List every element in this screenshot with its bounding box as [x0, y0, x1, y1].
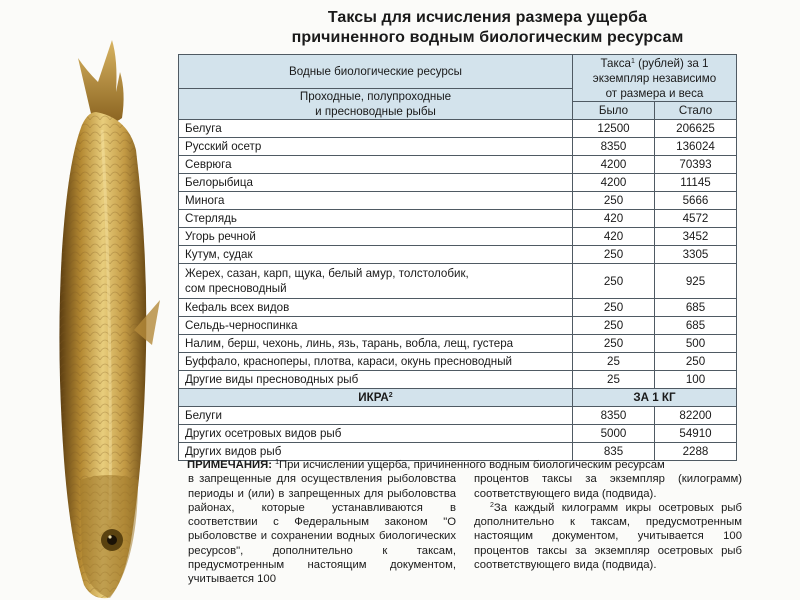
- table-row: Русский осетр 8350 136024: [179, 138, 737, 156]
- header-now: Стало: [655, 102, 737, 120]
- table-row: Другие виды пресноводных рыб 25 100: [179, 371, 737, 389]
- fish-tail: [78, 40, 124, 123]
- golden-fish-illustration: [0, 0, 190, 600]
- table-row: Севрюга 4200 70393: [179, 156, 737, 174]
- table-row: Белуги 8350 82200: [179, 407, 737, 425]
- table-row: Налим, берш, чехонь, линь, язь, тарань, вобла, лещ, густера 250 500: [179, 335, 737, 353]
- page-title: [185, 8, 790, 48]
- header-was: Было: [573, 102, 655, 120]
- table-row: Буффало, красноперы, плотва, караси, окунь пресноводный 25 250: [179, 353, 737, 371]
- table-row: Кефаль всех видов 250 685: [179, 299, 737, 317]
- table-row: Других осетровых видов рыб 5000 54910: [179, 425, 737, 443]
- notes-column-2: процентов таксы за экземпляр (килограмм) соответствующего вида (подвида). $^2$За каждый килограмм икры осетровых рыб дополнительно к таксам, предусмотренным настоящим документом, учитывается 100 процентов таксы за экземпляр осетровых рыб соответствующего вида (подвида).: [474, 473, 742, 572]
- table-row: Кутум, судак 250 3305: [179, 246, 737, 264]
- table-row: Угорь речной 420 3452: [179, 228, 737, 246]
- title-line-2: причиненного водным биологическим ресурсам: [291, 29, 684, 46]
- notes-first-line: ПРИМЕЧАНИЯ: $^1$При исчислении ущерба, причиненного водным биологическим ресурсам: [187, 459, 665, 471]
- header-fish-group: Проходные, полупроходные и пресноводные рыбы: [179, 89, 573, 120]
- notes-column-1: в запрещенные для осуществления рыболовства периоды и (или) в запрещенных для рыболовства районах, которые устанавливаются в соответствии с Федеральным законом "О рыболовстве и сохранении водных биологических ресурсов", дополнительно к таксам, предусмотренным настоящим документом, учитывается 100: [188, 473, 456, 586]
- title-line-1: Таксы для исчисления размера ущерба: [327, 9, 648, 26]
- table-row: Сельдь-черноспинка 250 685: [179, 317, 737, 335]
- table-row: Жерех, сазан, карп, щука, белый амур, толстолобик, сом пресноводный 250 925: [179, 264, 737, 299]
- header-resources: Водные биологические ресурсы: [179, 55, 573, 89]
- caviar-section-header: ИКРА$^2$ ЗА 1 КГ: [179, 389, 737, 407]
- table-row: Стерлядь 420 4572: [179, 210, 737, 228]
- table-row: Других видов рыб 835 2288: [179, 443, 737, 461]
- table-row: Белорыбица 4200 11145: [179, 174, 737, 192]
- header-tax: Такса$^1$ (рублей) за 1 экземпляр независимо от размера и веса: [573, 55, 737, 102]
- tax-table: [178, 54, 737, 461]
- table-row: Минога 250 5666: [179, 192, 737, 210]
- table-row: Белуга 12500 206625: [179, 120, 737, 138]
